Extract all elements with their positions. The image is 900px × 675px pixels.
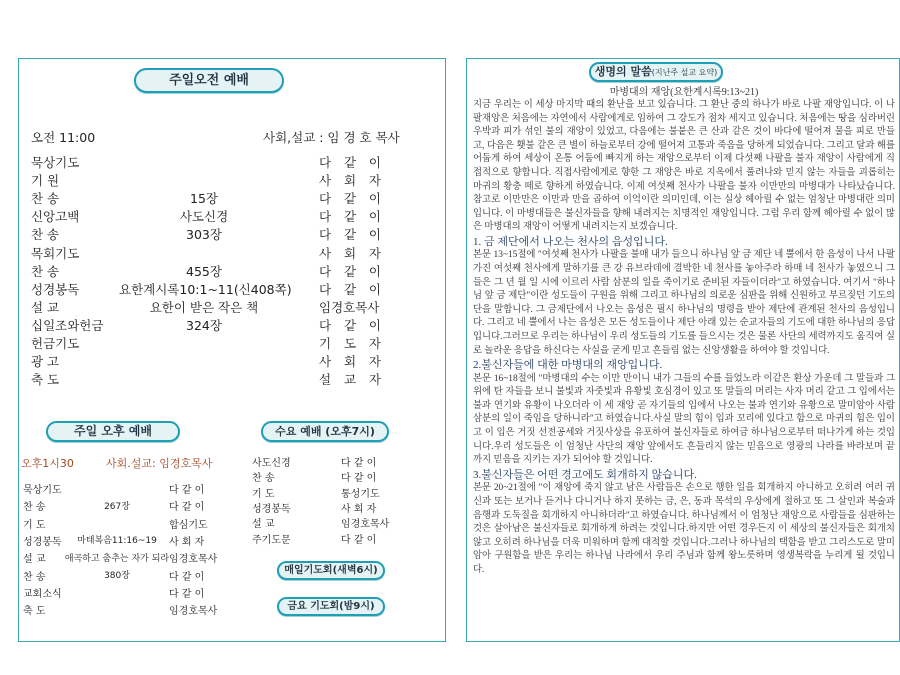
morning-item-detail: 303장 [186, 227, 222, 243]
afternoon-item-name: 묵상기도 [23, 485, 62, 496]
sermon-summary-panel [466, 58, 900, 642]
sermon-point-heading: 3.불신자들은 어떤 경고에도 회개하지 않습니다. [473, 468, 697, 481]
sermon-title-note: (지난주 설교 요약) [651, 68, 718, 77]
wednesday-item-name: 기 도 [252, 488, 275, 500]
sermon-point-heading: 2.불신자들에 대한 마병대의 재앙입니다. [473, 359, 663, 372]
morning-item-detail: 15장 [190, 191, 218, 207]
morning-item-name: 기 원 [31, 173, 60, 189]
morning-item-name: 목회기도 [31, 245, 80, 261]
morning-item-by: 다 같 이 [319, 155, 381, 170]
morning-time: 오전 11:00 [31, 130, 96, 145]
morning-item-name: 성경봉독 [31, 281, 80, 297]
wednesday-item-name: 찬 송 [252, 473, 275, 485]
afternoon-item-by: 합심기도 [169, 519, 208, 531]
afternoon-item-name: 설 교 [23, 554, 46, 566]
afternoon-item-by: 다 같 이 [169, 588, 205, 600]
morning-item-by: 기 도 자 [319, 336, 381, 351]
sermon-title [589, 62, 723, 82]
morning-item-name: 신앙고백 [31, 209, 80, 225]
morning-item-by: 임경호목사 [319, 299, 380, 315]
afternoon-item-name: 성경봉독 [23, 536, 62, 548]
morning-item-by: 사 회 자 [319, 245, 381, 261]
morning-item-by: 다 같 이 [319, 209, 381, 225]
morning-item-name: 축 도 [31, 372, 60, 388]
daily-prayer-badge: 매일기도회(새벽6시) [277, 561, 385, 580]
sermon-body [473, 99, 895, 578]
afternoon-item-by: 다 같 이 [169, 571, 205, 583]
sermon-paragraph: 본문 13~15절에 "여섯째 천사가 나팔을 불매 내가 들으니 하나님 앞 금 제단 네 뿔에서 한 음성이 나서 나팔 가진 여섯째 천사에게 말하기를 큰 강 유브라데에 결박한 네 천사를 놓아주라 하매 네 천사가 놓였으니 그들은 그 년 월 일 시에 이르러 사람 삼분의 일을 죽이기로 준비된 자들이더라"고 하였습니다. 여기서 "하나님 앞 금 제단"이란 성도들이 구원을 위해 그리고 하나님의 의로운 심판을 위해 신원하고 부르짖던 기도의 단을 말합니다. 그 금제단에서 나오는 음성은 필시 하나님의 명령을 받아 제단에 관계된 천사의 음성입니다. 그리고 네 뿔에서 나는 음성은 모든 성도들이나 제단 아래 있는 순교자들의 기도에 대한 하나님의 응답입니다.그러므로 우리는 하나님이 우리 성도들의 기도를 들으시는 것은 물론 사단의 세력까지도 움직여 실로 놀라운 응답을 하신다는 사실을 굳게 믿고 흔들림 없는 신앙생활을 하여야 할 것입니다. [473, 250, 895, 356]
afternoon-item-name: 기 도 [23, 519, 46, 531]
wednesday-item-name: 성경봉독 [252, 503, 291, 515]
afternoon-item-by: 다 같 이 [169, 502, 205, 514]
morning-item-name: 찬 송 [31, 191, 60, 207]
sermon-title-text: 생명의 말씀 [594, 65, 652, 78]
morning-item-by: 사 회 자 [319, 354, 381, 370]
morning-item-by: 다 같 이 [319, 263, 381, 279]
afternoon-item-by: 임경호목사 [169, 554, 218, 566]
wednesday-service-title: 수요 예배 (오후7시) [261, 421, 389, 442]
sermon-paragraph: 본문 16~18절에 "마병대의 수는 이만 만이니 내가 그들의 수를 들었노라 이같은 환상 가운데 그 말들과 그 위에 탄 자들을 보니 불빛과 자줏빛과 유황빛 호심경이 있고 또 말들의 머리는 사자 머리 같고 그 입에서는 불과 연기와 유황이 나오더라 이 세 재앙 곧 자기들의 입에서 나오는 불과 연기와 유황으로 말미암아 사람 삼분의 일이 죽임을 당하니라"고 하였습니다.사실 말의 힘이 입과 꼬리에 있다고 함으로 마귀의 힘은 입이고 이 입은 거짓 선전공세와 거짓사상을 유포하여 불신자들로 하여금 하나님으로부터 떠나가게 하는 것입니다.우리 성도들은 이 엄청난 사단의 재앙 앞에서도 흔들리지 않는 믿음으로 영광의 나라를 바라보며 끝까지 믿음을 지키는 자가 되어야 할 것입니다. [473, 373, 895, 466]
wednesday-item-name: 사도신경 [252, 458, 291, 469]
morning-item-by: 다 같 이 [319, 227, 381, 243]
wednesday-item-by: 다 같 이 [341, 458, 377, 469]
wednesday-item-name: 주기도문 [252, 534, 291, 546]
wednesday-item-by: 다 같 이 [341, 534, 377, 546]
wednesday-item-by: 통성기도 [341, 488, 380, 500]
morning-service-title: 주일오전 예배 [134, 68, 284, 93]
morning-item-by: 다 같 이 [319, 317, 381, 333]
morning-item-detail: 요한이 받은 작은 책 [149, 299, 259, 315]
afternoon-time: 오후1시30 [21, 457, 74, 470]
wednesday-item-name: 설 교 [252, 519, 275, 531]
morning-item-name: 찬 송 [31, 263, 60, 279]
morning-item-name: 헌금기도 [31, 336, 80, 351]
afternoon-item-detail: 267장 [104, 501, 130, 512]
sermon-paragraph: 본문 20~21절에 "이 재앙에 죽지 않고 남은 사람들은 손으로 행한 일을 회개하지 아니하고 오히려 여러 귀신과 또는 보거나 듣거나 다니거나 하지 못하는 금, 은, 동과 목석의 우상에게 절하고 또 그 살인과 복술과 음행과 도둑질을 회개하지 아니하더라"고 하였습니다. 하나님께서 이 엄청난 재앙으로 사람들을 심판하는 것은 살아남은 불신자들로 회개하게 하려는 것입니다.하지만 어떤 경우든지 이 세상의 불신자들은 회개치 않고 오히려 하나님을 더욱 미워하며 함께 대적할 것입니다.그러나 하나님의 택함을 받고 그리스도로 말미암아 구원함을 받은 우리는 하나님 나라에서 우리 주님과 함께 왕노릇하며 영생복락을 누리게 될 것입니다. [473, 483, 895, 575]
wednesday-item-by: 사 회 자 [341, 503, 377, 515]
afternoon-item-by: 다 같 이 [169, 485, 205, 496]
afternoon-item-by: 사 회 자 [169, 536, 205, 548]
morning-item-by: 설 교 자 [319, 372, 381, 388]
morning-item-by: 사 회 자 [319, 173, 381, 189]
sermon-paragraph: 지금 우리는 이 세상 마지막 때의 환난을 보고 있습니다. 그 환난 중의 하나가 바로 나팔 재앙입니다. 이 나팔재앙은 처음에는 자연에서 사람에게로 임하여 그 강도가 점차 세지고 있습니다. 처음에는 땅을 심라버린 우박과 피가 섞인 불의 재앙이 있었고, 다음에는 불붙은 큰 산과 같은 것이 바다에 떨어져 물을 피로 만들고, 다음은 횃불 같은 큰 별이 하늘로부터 강에 떨어져 고통과 죽음을 당하게 되었습니다. 그리고 달과 해를 어둡게 하여 세상이 온통 어둠에 빠지게 하는 재앙으로부터 이제 다섯째 나팔을 불자 재앙이 사람에게 직접적으로 향합니다. 직접사람에게로 향한 그 재앙은 바로 지옥에서 풀려나와 믿지 않는 자들을 괴롭히는 마귀의 황충 떼로 향하게 하였습니다. 이제 여섯째 천사가 나팔을 불자 이만만의 마병대가 나타났습니다. 참고로 이만만은 이만과 만을 곱하여 이억이란 의미인데, 이는 실상 헤아릴 수 없는 엄청난 마병대란 의미입니다. 이 마병대들은 불신자들을 향해 내려지는 치명적인 재앙입니다. 그럼 우리 함께 헤아릴 수 없이 많은 마병대의 재앙이 어떻게 내려지는지 보겠습니다. [473, 100, 895, 233]
afternoon-item-name: 교회소식 [23, 588, 62, 600]
morning-item-name: 광 고 [31, 354, 60, 370]
worship-order-panel [18, 58, 446, 642]
friday-prayer-badge: 금요 기도회(밤9시) [277, 597, 385, 616]
morning-presider: 사회,설교 : 임 경 호 목사 [263, 130, 400, 145]
afternoon-service-title: 주일 오후 예배 [46, 421, 180, 442]
afternoon-presider: 사회.설교: 임경호목사 [106, 457, 213, 470]
morning-item-detail: 324장 [186, 317, 222, 333]
afternoon-item-name: 찬 송 [23, 502, 46, 514]
morning-item-name: 찬 송 [31, 227, 60, 243]
morning-item-name: 설 교 [31, 299, 60, 315]
wednesday-item-by: 다 같 이 [341, 473, 377, 485]
afternoon-item-detail: 마태복음11:16~19 [77, 536, 157, 547]
morning-item-detail: 455장 [186, 263, 222, 279]
wednesday-item-by: 임경호목사 [341, 519, 390, 531]
morning-item-name: 십일조와헌금 [31, 317, 104, 333]
afternoon-item-detail: 애곡하고 춤추는 자가 되라 [64, 553, 170, 564]
sermon-subtitle: 마병대의 재앙(요한계시록9:13~21) [609, 87, 759, 98]
morning-item-detail: 요한계시록10:1~11(신408쪽) [119, 281, 292, 297]
morning-item-detail: 사도신경 [179, 209, 229, 225]
morning-item-by: 다 같 이 [319, 191, 381, 207]
morning-item-by: 다 같 이 [319, 281, 381, 297]
afternoon-item-by: 임경호목사 [169, 606, 218, 618]
afternoon-item-name: 찬 송 [23, 571, 46, 583]
morning-item-name: 묵상기도 [31, 155, 80, 170]
afternoon-item-detail: 380장 [104, 571, 130, 581]
sermon-point-heading: 1. 금 제단에서 나오는 천사의 음성입니다. [473, 235, 668, 248]
afternoon-item-name: 축 도 [23, 606, 46, 618]
